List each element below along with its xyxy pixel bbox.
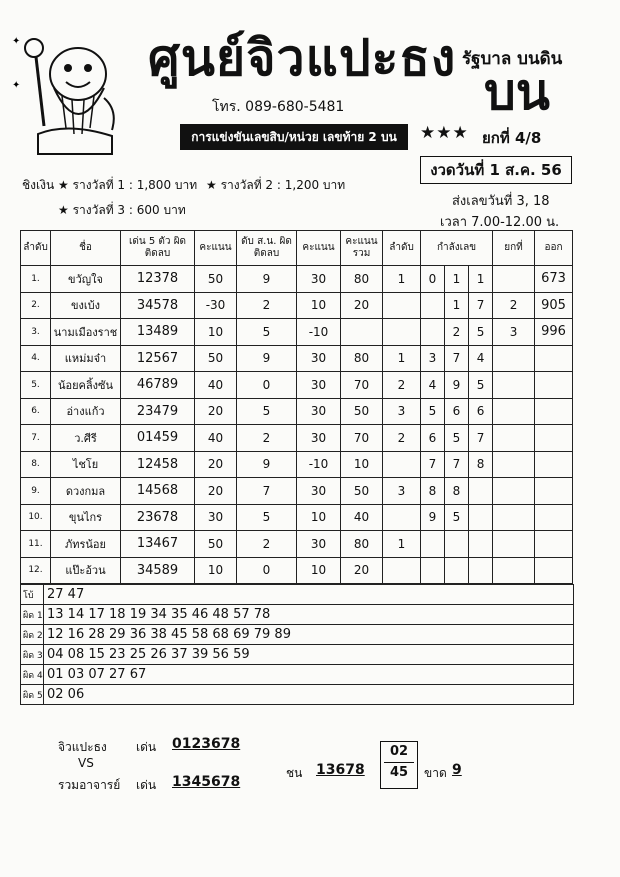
cell-cut: 9 — [237, 266, 297, 293]
cell-p1: 6 — [421, 425, 445, 452]
header-cell: กำลังเลข — [421, 231, 493, 266]
cell-name: อ่างแก้ว — [51, 398, 121, 425]
cell-s1: 10 — [195, 319, 237, 346]
cell-total: 80 — [341, 531, 383, 558]
table-header-row — [21, 231, 573, 266]
cell-five: 12378 — [121, 266, 195, 293]
cell-cut: 9 — [237, 345, 297, 372]
cell-round — [493, 345, 535, 372]
cell-p1: 3 — [421, 345, 445, 372]
cell-no: 7. — [21, 425, 51, 452]
row-label: โบ้ — [21, 585, 44, 605]
cell-five: 23678 — [121, 504, 195, 531]
fraction-top: 02 — [389, 744, 409, 759]
cell-out — [535, 345, 573, 372]
cell-rank: 1 — [383, 266, 421, 293]
cell-cut: 2 — [237, 425, 297, 452]
row-values: 27 47 — [44, 585, 574, 605]
cell-p1: 0 — [421, 266, 445, 293]
cell-rank — [383, 451, 421, 478]
phone-number: โทร. 089-680-5481 — [212, 99, 345, 115]
team2-name: รวมอาจารย์ — [58, 778, 121, 792]
cell-s2: -10 — [297, 451, 341, 478]
cell-name: ดวงกมล — [51, 478, 121, 505]
header-cell: คะแนน รวม — [341, 231, 383, 266]
cell-rank — [383, 292, 421, 319]
win-label: ชน — [286, 766, 303, 780]
prize-1: ชิงเงิน ★ รางวัลที่ 1 : 1,800 บาท — [22, 178, 198, 192]
cell-cut: 9 — [237, 451, 297, 478]
cell-p2: 8 — [445, 478, 469, 505]
cell-p3: 1 — [469, 266, 493, 293]
cell-p1: 4 — [421, 372, 445, 399]
cell-round — [493, 398, 535, 425]
cell-cut: 5 — [237, 398, 297, 425]
team1-name: จิวแปะธง — [58, 740, 107, 754]
number-row — [21, 605, 574, 625]
cell-name: ขงเบ้ง — [51, 292, 121, 319]
cell-round — [493, 478, 535, 505]
cell-s1: 50 — [195, 531, 237, 558]
cell-p1: 7 — [421, 451, 445, 478]
cell-rank: 1 — [383, 531, 421, 558]
header-cell: ชื่อ — [51, 231, 121, 266]
cell-total: 80 — [341, 266, 383, 293]
table-row — [21, 531, 573, 558]
cell-name: ไชโย — [51, 451, 121, 478]
row-label: ผิด 1 — [21, 605, 44, 625]
cell-total: 70 — [341, 425, 383, 452]
cell-p2: 6 — [445, 398, 469, 425]
cell-p1 — [421, 292, 445, 319]
cell-cut: 2 — [237, 531, 297, 558]
cell-round — [493, 425, 535, 452]
cell-rank — [383, 557, 421, 584]
cell-p3: 7 — [469, 292, 493, 319]
header-cell: เด่น 5 ตัว ผิดติดลบ — [121, 231, 195, 266]
cell-out — [535, 451, 573, 478]
team2-code: 1345678 — [172, 774, 241, 790]
table-row — [21, 398, 573, 425]
cell-out — [535, 425, 573, 452]
table-row — [21, 319, 573, 346]
results-table — [20, 230, 573, 584]
cell-five: 13489 — [121, 319, 195, 346]
cell-round — [493, 557, 535, 584]
cell-five: 13467 — [121, 531, 195, 558]
cell-s2: 30 — [297, 425, 341, 452]
cell-p3 — [469, 504, 493, 531]
cell-round: 3 — [493, 319, 535, 346]
cell-out — [535, 504, 573, 531]
cell-out — [535, 531, 573, 558]
subtitle: รัฐบาล บนดิน — [462, 49, 563, 69]
cell-five: 46789 — [121, 372, 195, 399]
cell-total — [341, 319, 383, 346]
number-row — [21, 625, 574, 645]
number-row — [21, 665, 574, 685]
cell-s2: 10 — [297, 557, 341, 584]
cell-out: 673 — [535, 266, 573, 293]
cell-five: 34578 — [121, 292, 195, 319]
cell-s1: 20 — [195, 478, 237, 505]
cell-p1 — [421, 557, 445, 584]
cell-p3: 8 — [469, 451, 493, 478]
table-row — [21, 345, 573, 372]
brand-title: ศูนย์จิวแปะธง — [148, 29, 457, 87]
cell-no: 12. — [21, 557, 51, 584]
cell-no: 9. — [21, 478, 51, 505]
cell-p3: 7 — [469, 425, 493, 452]
cell-name: ว.ศีรี — [51, 425, 121, 452]
table-row — [21, 504, 573, 531]
vs-label: VS — [78, 756, 94, 770]
cell-total: 50 — [341, 478, 383, 505]
big-label: บน — [484, 63, 550, 121]
team2-play: เด่น — [136, 778, 157, 792]
cell-five: 01459 — [121, 425, 195, 452]
cell-round — [493, 531, 535, 558]
cell-no: 6. — [21, 398, 51, 425]
send-time: เวลา 7.00-12.00 น. — [440, 215, 560, 230]
cell-no: 5. — [21, 372, 51, 399]
cell-s1: 40 — [195, 425, 237, 452]
star-rating: ★★★ — [420, 123, 469, 143]
cell-p2: 7 — [445, 345, 469, 372]
cell-p2: 9 — [445, 372, 469, 399]
cell-five: 34589 — [121, 557, 195, 584]
cell-rank: 2 — [383, 425, 421, 452]
cell-no: 2. — [21, 292, 51, 319]
send-days: ส่งเลขวันที่ 3, 18 — [452, 194, 550, 209]
cell-cut: 2 — [237, 292, 297, 319]
cell-p2 — [445, 531, 469, 558]
cell-round — [493, 504, 535, 531]
cell-total: 20 — [341, 292, 383, 319]
cell-no: 4. — [21, 345, 51, 372]
cell-p3: 5 — [469, 319, 493, 346]
cell-out — [535, 372, 573, 399]
cell-no: 1. — [21, 266, 51, 293]
number-row — [21, 585, 574, 605]
cell-p1: 8 — [421, 478, 445, 505]
cell-name: น้อยคลิ้งซัน — [51, 372, 121, 399]
cell-round — [493, 451, 535, 478]
cell-rank: 1 — [383, 345, 421, 372]
cell-s2: -10 — [297, 319, 341, 346]
cell-cut: 0 — [237, 372, 297, 399]
cell-five: 12567 — [121, 345, 195, 372]
cell-total: 80 — [341, 345, 383, 372]
cell-name: นามเมืองราช — [51, 319, 121, 346]
cell-no: 10. — [21, 504, 51, 531]
header-cell: ลำดับ — [383, 231, 421, 266]
cell-s1: 20 — [195, 398, 237, 425]
cell-five: 14568 — [121, 478, 195, 505]
cell-name: ขุนไกร — [51, 504, 121, 531]
row-label: ผิด 3 — [21, 645, 44, 665]
lose-value: 9 — [452, 762, 462, 778]
team1-play: เด่น — [136, 740, 157, 754]
number-row — [21, 685, 574, 705]
cell-out — [535, 557, 573, 584]
row-label: ผิด 2 — [21, 625, 44, 645]
cell-out: 905 — [535, 292, 573, 319]
cell-s2: 30 — [297, 266, 341, 293]
cell-out — [535, 478, 573, 505]
cell-rank: 3 — [383, 398, 421, 425]
cell-p2 — [445, 557, 469, 584]
cell-cut: 5 — [237, 319, 297, 346]
cell-no: 3. — [21, 319, 51, 346]
svg-text:✦: ✦ — [12, 36, 21, 47]
cell-total: 10 — [341, 451, 383, 478]
cell-name: แหม่มจ๋า — [51, 345, 121, 372]
cell-five: 12458 — [121, 451, 195, 478]
cell-p3: 5 — [469, 372, 493, 399]
cell-s2: 30 — [297, 372, 341, 399]
cell-p3 — [469, 557, 493, 584]
cell-total: 50 — [341, 398, 383, 425]
cell-s1: 20 — [195, 451, 237, 478]
cell-rank: 2 — [383, 372, 421, 399]
cell-p3: 6 — [469, 398, 493, 425]
cell-total: 40 — [341, 504, 383, 531]
cell-cut: 0 — [237, 557, 297, 584]
table-row — [21, 372, 573, 399]
cell-s1: 10 — [195, 557, 237, 584]
cell-p1: 9 — [421, 504, 445, 531]
win-code: 13678 — [316, 762, 365, 778]
wrong-numbers-table — [20, 584, 574, 705]
table-row — [21, 478, 573, 505]
cell-round: 2 — [493, 292, 535, 319]
cell-p2: 1 — [445, 292, 469, 319]
cell-out: 996 — [535, 319, 573, 346]
row-values: 13 14 17 18 19 34 35 46 48 57 78 — [44, 605, 574, 625]
cell-no: 11. — [21, 531, 51, 558]
header-cell: ออก — [535, 231, 573, 266]
cell-s1: 50 — [195, 266, 237, 293]
competition-banner: การแข่งขันเลขสิบ/หน่วย เลขท้าย 2 บน — [180, 124, 408, 150]
cell-name: แป๊ะอ้วน — [51, 557, 121, 584]
table-row — [21, 451, 573, 478]
cell-no: 8. — [21, 451, 51, 478]
cell-out — [535, 398, 573, 425]
cell-p1 — [421, 319, 445, 346]
cell-s2: 10 — [297, 504, 341, 531]
header-cell: คะแนน — [195, 231, 237, 266]
fraction-bottom: 45 — [389, 765, 409, 780]
row-values: 02 06 — [44, 685, 574, 705]
cell-round — [493, 266, 535, 293]
cell-p2: 7 — [445, 451, 469, 478]
cell-s1: -30 — [195, 292, 237, 319]
score-fraction — [380, 741, 418, 789]
cell-rank — [383, 319, 421, 346]
cell-s2: 30 — [297, 398, 341, 425]
header-cell: คะแนน — [297, 231, 341, 266]
header-cell: ลำดับ — [21, 231, 51, 266]
cell-round — [493, 372, 535, 399]
table-row — [21, 425, 573, 452]
cell-p2: 2 — [445, 319, 469, 346]
cell-rank: 3 — [383, 478, 421, 505]
cell-cut: 7 — [237, 478, 297, 505]
cell-p1 — [421, 531, 445, 558]
cell-p3 — [469, 478, 493, 505]
cell-s2: 30 — [297, 345, 341, 372]
table-row — [21, 292, 573, 319]
row-label: ผิด 5 — [21, 685, 44, 705]
row-values: 12 16 28 29 36 38 45 58 68 69 79 89 — [44, 625, 574, 645]
row-values: 01 03 07 27 67 — [44, 665, 574, 685]
row-label: ผิด 4 — [21, 665, 44, 685]
cell-p3 — [469, 531, 493, 558]
cell-s1: 30 — [195, 504, 237, 531]
cell-p2: 5 — [445, 504, 469, 531]
cell-s1: 50 — [195, 345, 237, 372]
header-cell: ดับ ส.น. ผิดติดลบ — [237, 231, 297, 266]
svg-text:✦: ✦ — [12, 80, 21, 91]
cell-p1: 5 — [421, 398, 445, 425]
cell-total: 70 — [341, 372, 383, 399]
cell-name: ภัทรน้อย — [51, 531, 121, 558]
cell-rank — [383, 504, 421, 531]
table-row — [21, 557, 573, 584]
cell-p3: 4 — [469, 345, 493, 372]
cell-s1: 40 — [195, 372, 237, 399]
prize-2: ★ รางวัลที่ 2 : 1,200 บาท — [206, 178, 346, 192]
prize-3: ★ รางวัลที่ 3 : 600 บาท — [58, 203, 186, 217]
lose-label: ขาด — [424, 766, 447, 780]
cell-cut: 5 — [237, 504, 297, 531]
cell-total: 20 — [341, 557, 383, 584]
cell-p2: 5 — [445, 425, 469, 452]
cell-s2: 30 — [297, 531, 341, 558]
cell-five: 23479 — [121, 398, 195, 425]
cell-p2: 1 — [445, 266, 469, 293]
header-cell: ยกที่ — [493, 231, 535, 266]
number-row — [21, 645, 574, 665]
table-row — [21, 266, 573, 293]
draw-date-box: งวดวันที่ 1 ส.ค. 56 — [420, 156, 572, 184]
cell-s2: 10 — [297, 292, 341, 319]
mascot-illustration — [8, 30, 128, 160]
row-values: 04 08 15 23 25 26 37 39 56 59 — [44, 645, 574, 665]
cell-name: ขวัญใจ — [51, 266, 121, 293]
round-label: ยกที่ 4/8 — [482, 129, 542, 147]
team1-code: 0123678 — [172, 736, 241, 752]
cell-s2: 30 — [297, 478, 341, 505]
